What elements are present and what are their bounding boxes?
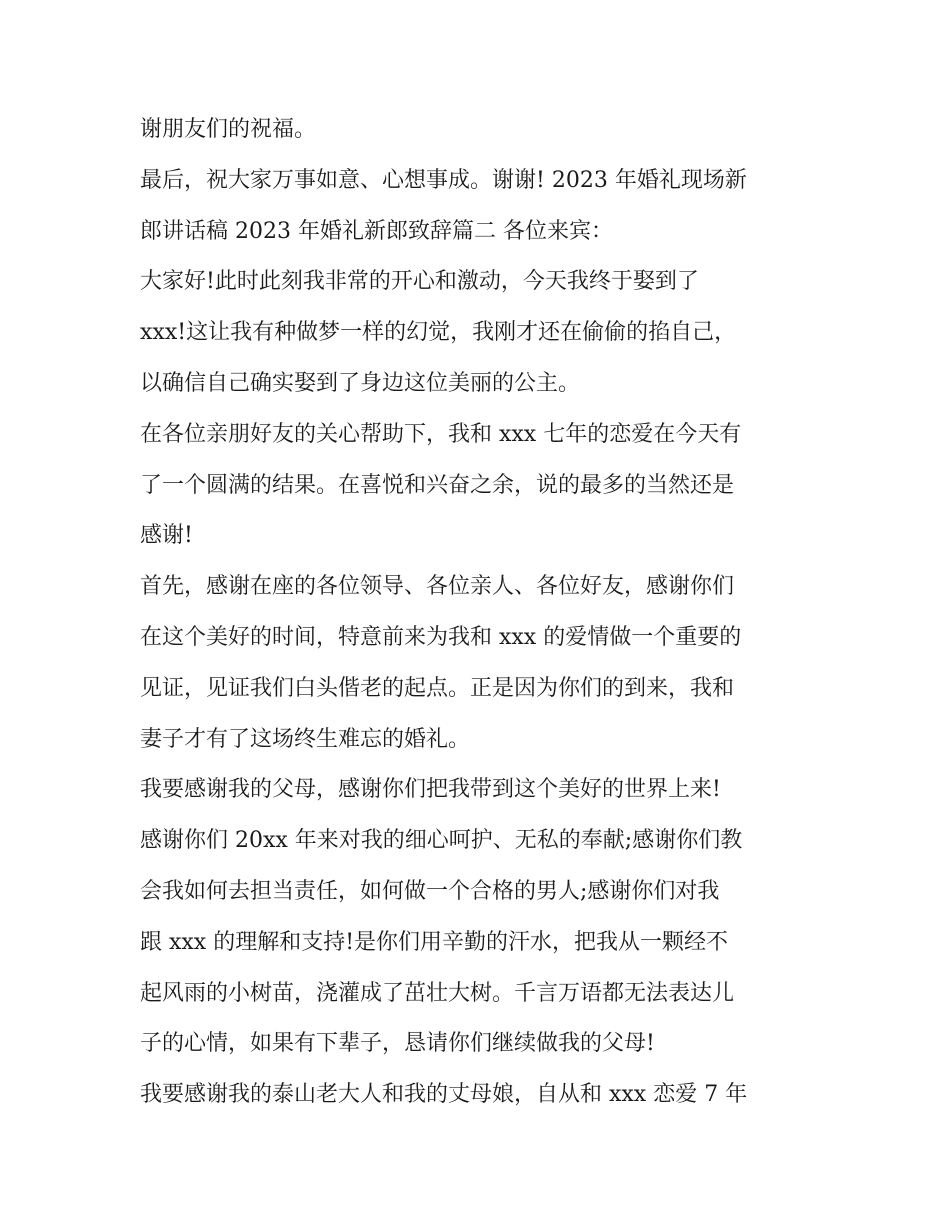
text-line: 妻子才有了这场终生难忘的婚礼。 [140, 726, 471, 752]
text-line: 子的心情，如果有下辈子，恳请你们继续做我的父母! [140, 1031, 655, 1057]
text-line: 谢朋友们的祝福。 [140, 117, 317, 142]
text-line: 首先，感谢在座的各位领导、各位亲人、各位好友，感谢你们 [140, 574, 735, 600]
text-line: 大家好!此时此刻我非常的开心和激动，今天我终于娶到了 [140, 269, 699, 295]
text-line: 了一个圆满的结果。在喜悦和兴奋之余，说的最多的当然还是 [140, 472, 735, 498]
text-line: 在各位亲朋好友的关心帮助下，我和 xxx 七年的恋爱在今天有 [140, 421, 742, 447]
text-line: 最后，祝大家万事如意、心想事成。谢谢! 2023 年婚礼现场新 [140, 167, 747, 193]
text-line: 我要感谢我的泰山老大人和我的丈母娘，自从和 xxx 恋爱 7 年 [140, 1082, 748, 1108]
document-body [140, 105, 820, 1121]
text-line: 感谢! [140, 523, 193, 549]
text-line: 跟 xxx 的理解和支持!是你们用辛勤的汗水，把我从一颗经不 [140, 929, 729, 955]
text-line: 见证，见证我们白头偕老的起点。正是因为你们的到来，我和 [140, 675, 735, 701]
text-line: 感谢你们 20xx 年来对我的细心呵护、无私的奉献;感谢你们教 [140, 828, 743, 854]
text-line: 起风雨的小树苗，浇灌成了茁壮大树。千言万语都无法表达儿 [140, 980, 735, 1006]
text-line: 在这个美好的时间，特意前来为我和 xxx 的爱情做一个重要的 [140, 624, 742, 650]
text-line: 以确信自己确实娶到了身边这位美丽的公主。 [140, 370, 581, 396]
text-line: 会我如何去担当责任，如何做一个合格的男人;感谢你们对我 [140, 878, 720, 904]
text-line: 我要感谢我的父母，感谢你们把我带到这个美好的世界上来! [140, 777, 721, 803]
text-line: xxx!这让我有种做梦一样的幻觉，我刚才还在偷偷的掐自己， [140, 320, 737, 346]
text-line: 郎讲话稿 2023 年婚礼新郎致辞篇二 各位来宾： [140, 218, 613, 244]
